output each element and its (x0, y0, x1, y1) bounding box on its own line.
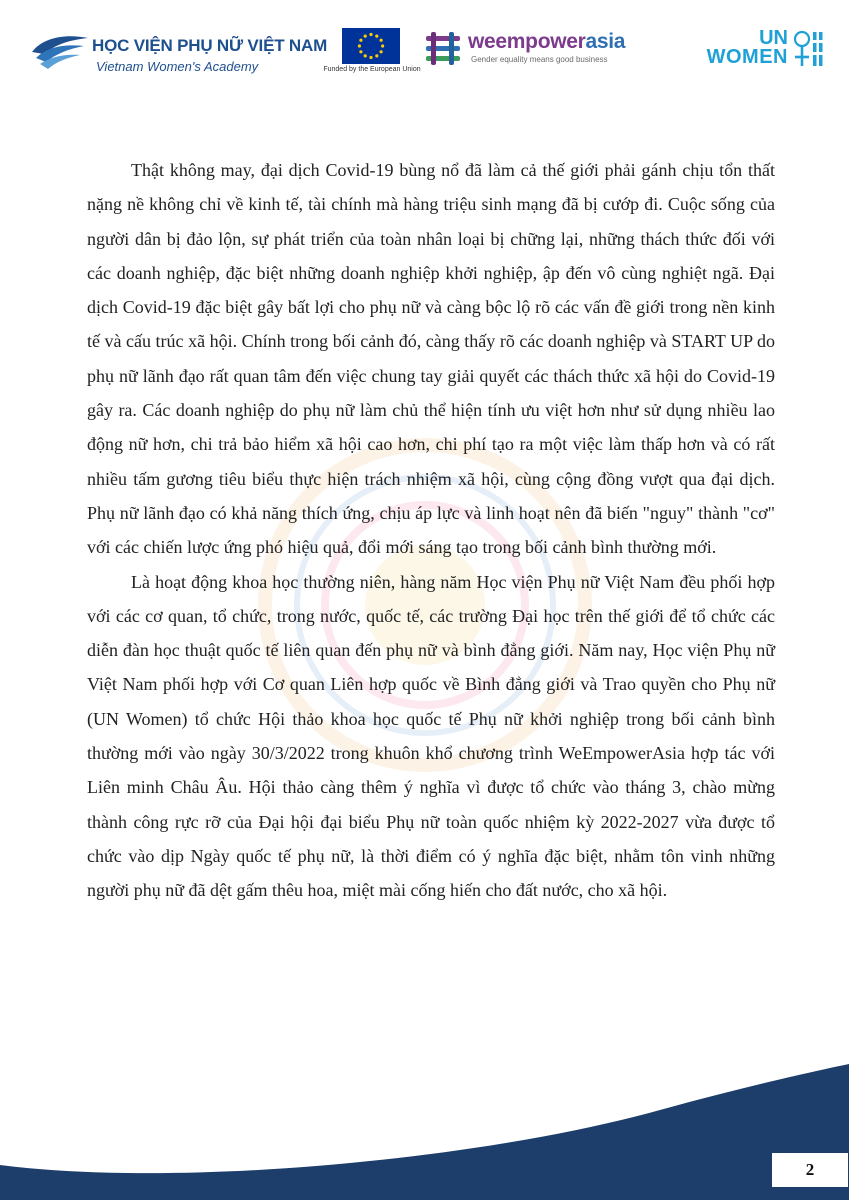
un-women-logo (684, 26, 828, 78)
eu-funding-logo (316, 28, 428, 80)
body-paragraph-2: Là hoạt động khoa học thường niên, hàng năm Học viện Phụ nữ Việt Nam đều phối hợp với các cơ quan, tổ chức, trong nước, quốc tế, các trường Đại học trên thế giới để tổ chức các diễn đàn học thuật quốc tế liên quan đến phụ nữ và bình đẳng giới. Năm nay, Học viện Phụ nữ Việt Nam phối hợp với Cơ quan Liên hợp quốc về Bình đẳng giới và Trao quyền cho Phụ nữ (UN Women) tổ chức Hội thảo khoa học quốc tế Phụ nữ khởi nghiệp trong bối cảnh bình thường mới vào ngày 30/3/2022 trong khuôn khổ chương trình WeEmpowerAsia hợp tác với Liên minh Châu Âu. Hội thảo càng thêm ý nghĩa vì được tổ chức vào tháng 3, chào mừng thành công rực rỡ của Đại hội đại biểu Phụ nữ toàn quốc nhiệm kỳ 2022-2027 vừa được tổ chức vào dịp Ngày quốc tế phụ nữ, là thời điểm có ý nghĩa đặc biệt, nhằm tôn vinh những người phụ nữ đã dệt gấm thêu hoa, miệt mài cống hiến cho đất nước, cho xã hội. (87, 571, 775, 901)
weempower-text: weempower (468, 30, 586, 53)
asia-text: asia (585, 30, 626, 53)
page-header (0, 0, 849, 110)
weempowerasia-tagline: Gender equality means good business (471, 55, 608, 64)
eu-flag-icon (342, 28, 400, 64)
vietnam-womens-academy-logo (30, 28, 328, 80)
un-women-line1: UN (759, 27, 788, 49)
academy-subtitle: Vietnam Women's Academy (96, 59, 259, 74)
body-paragraph-1: Thật không may, đại dịch Covid-19 bùng nổ đã làm cả thế giới phải gánh chịu tổn thất nặng nề không chỉ về kinh tế, tài chính mà hàng triệu sinh mạng đã bị cướp đi. Cuộc sống của người dân bị đảo lộn, sự phát triển của toàn nhân loại bị chững lại, những thách thức đối với các doanh nghiệp, đặc biệt những doanh nghiệp khởi nghiệp, ập đến vô cùng nghiệt ngã. Đại dịch Covid-19 đặc biệt gây bất lợi cho phụ nữ và càng bộc lộ rõ các vấn đề giới trong nền kinh tế và cấu trúc xã hội. Chính trong bối cảnh đó, càng thấy rõ các doanh nghiệp và START UP do phụ nữ lãnh đạo rất quan tâm đến việc chung tay giải quyết các thách thức xã hội do Covid-19 gây ra. Các doanh nghiệp do phụ nữ làm chủ thể hiện tính ưu việt hơn như sử dụng nhiều lao động nữ hơn, chi trả bảo hiểm xã hội cao hơn, chi phí tạo ra một việc làm thấp hơn và có rất nhiều tấm gương tiêu biểu thực hiện trách nhiệm xã hội, cùng cộng đồng vượt qua đại dịch. Phụ nữ lãnh đạo có khả năng thích ứng, chịu áp lực và linh hoạt nên đã biến "nguy" thành "cơ" với các chiến lược ứng phó hiệu quả, đổi mới sáng tạo trong bối cảnh bình thường mới. (87, 160, 775, 558)
document-body (87, 153, 775, 908)
un-women-symbol-icon (790, 30, 826, 68)
academy-title: HỌC VIỆN PHỤ NỮ VIỆT NAM (92, 36, 328, 55)
page-number: 2 (772, 1153, 848, 1187)
weempowerasia-logo (424, 28, 674, 80)
weempowerasia-mark-icon (424, 32, 462, 66)
dove-wings-icon (30, 32, 90, 74)
weempowerasia-title (468, 30, 625, 54)
eu-caption: Funded by the European Union (323, 66, 421, 73)
footer-wave-decoration (0, 1050, 849, 1200)
un-women-line2: WOMEN (706, 46, 788, 68)
